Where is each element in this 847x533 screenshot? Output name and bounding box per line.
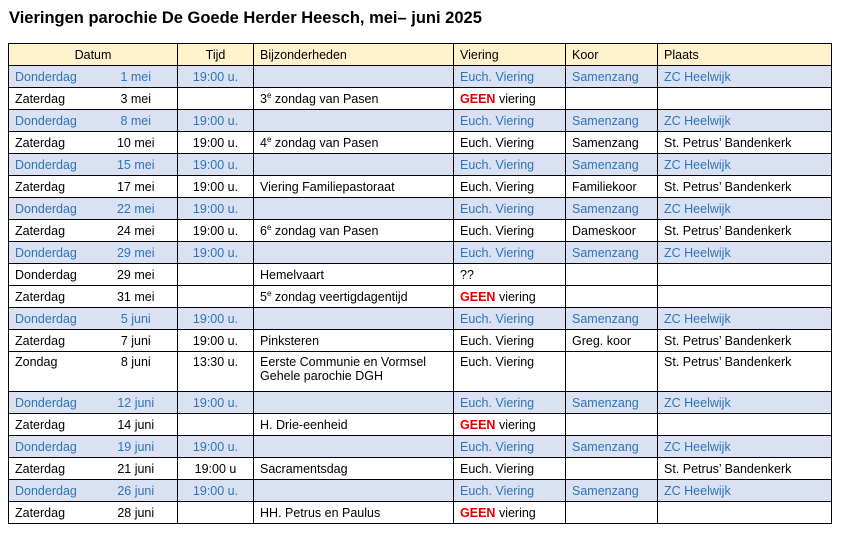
cell-plaats: ZC Heelwijk: [658, 308, 832, 330]
cell-time: 19:00 u.: [178, 198, 254, 220]
cell-viering: [454, 308, 566, 330]
cell-day: Donderdag: [9, 264, 95, 286]
cell-time: [178, 286, 254, 308]
cell-koor: [566, 286, 658, 308]
page-title: Vieringen parochie De Goede Herder Heesch, mei– juni 2025: [9, 9, 482, 27]
cell-plaats: St. Petrus’ Bandenkerk: [658, 220, 832, 242]
cell-viering: [454, 458, 566, 480]
cell-date: 31 mei: [95, 286, 178, 308]
cell-time: 19:00 u.: [178, 220, 254, 242]
cell-time: 19:00 u.: [178, 436, 254, 458]
cell-time: 13:30 u.: [178, 352, 254, 392]
cell-koor: [566, 414, 658, 436]
cell-koor: Samenzang: [566, 480, 658, 502]
viering-text: Euch. Viering: [460, 69, 535, 84]
cell-viering: [454, 132, 566, 154]
header-viering: Viering: [454, 44, 566, 66]
cell-day: Zaterdag: [9, 330, 95, 352]
table-row: [9, 392, 832, 414]
viering-text: Euch. Viering: [460, 355, 535, 369]
table-row: [9, 88, 832, 110]
desc-text: Viering Familiepastoraat: [260, 179, 395, 194]
viering-text: viering: [498, 417, 536, 432]
cell-day: Zaterdag: [9, 414, 95, 436]
viering-text: ??: [460, 267, 474, 282]
table-row: [9, 198, 832, 220]
cell-time: 19:00 u.: [178, 330, 254, 352]
cell-date: 22 mei: [95, 198, 178, 220]
cell-plaats: ZC Heelwijk: [658, 480, 832, 502]
cell-day: Zaterdag: [9, 286, 95, 308]
desc-text-line2: Gehele parochie DGH: [260, 369, 383, 383]
table-row: [9, 480, 832, 502]
cell-time: 19:00 u.: [178, 480, 254, 502]
viering-text: viering: [498, 91, 536, 106]
viering-text: Euch. Viering: [460, 201, 535, 216]
cell-date: 29 mei: [95, 242, 178, 264]
cell-time: 19:00 u: [178, 458, 254, 480]
table-row: [9, 110, 832, 132]
desc-text: Pinksteren: [260, 333, 320, 348]
cell-viering: [454, 436, 566, 458]
cell-date: 5 juni: [95, 308, 178, 330]
cell-koor: [566, 264, 658, 286]
cell-bijzonderheden: [254, 392, 454, 414]
cell-date: 3 mei: [95, 88, 178, 110]
cell-day: Zaterdag: [9, 458, 95, 480]
cell-bijzonderheden: [254, 220, 454, 242]
geen-label: GEEN: [460, 289, 496, 304]
cell-bijzonderheden: [254, 264, 454, 286]
cell-day: Donderdag: [9, 154, 95, 176]
geen-label: GEEN: [460, 417, 496, 432]
cell-bijzonderheden: [254, 436, 454, 458]
cell-koor: Samenzang: [566, 198, 658, 220]
cell-plaats: [658, 88, 832, 110]
cell-bijzonderheden: [254, 66, 454, 88]
cell-plaats: [658, 414, 832, 436]
cell-plaats: [658, 286, 832, 308]
cell-viering: [454, 352, 566, 392]
cell-koor: Samenzang: [566, 436, 658, 458]
cell-bijzonderheden: [254, 132, 454, 154]
cell-koor: Samenzang: [566, 242, 658, 264]
header-tijd: Tijd: [178, 44, 254, 66]
header-koor: Koor: [566, 44, 658, 66]
geen-label: GEEN: [460, 91, 496, 106]
cell-bijzonderheden: [254, 110, 454, 132]
cell-date: 8 juni: [95, 352, 178, 392]
cell-bijzonderheden: [254, 308, 454, 330]
cell-date: 17 mei: [95, 176, 178, 198]
cell-bijzonderheden: [254, 414, 454, 436]
cell-time: 19:00 u.: [178, 154, 254, 176]
cell-time: [178, 414, 254, 436]
viering-text: Euch. Viering: [460, 113, 535, 128]
header-datum: Datum: [9, 44, 178, 66]
viering-text: Euch. Viering: [460, 245, 535, 260]
cell-koor: [566, 88, 658, 110]
cell-bijzonderheden: [254, 88, 454, 110]
cell-koor: Dameskoor: [566, 220, 658, 242]
cell-plaats: St. Petrus’ Bandenkerk: [658, 330, 832, 352]
cell-bijzonderheden: [254, 286, 454, 308]
table-row: [9, 264, 832, 286]
cell-viering: [454, 286, 566, 308]
cell-koor: Samenzang: [566, 308, 658, 330]
cell-bijzonderheden: [254, 176, 454, 198]
cell-viering: [454, 154, 566, 176]
viering-text: Euch. Viering: [460, 179, 535, 194]
table-row: [9, 330, 832, 352]
table-row: [9, 414, 832, 436]
cell-time: 19:00 u.: [178, 66, 254, 88]
cell-day: Zaterdag: [9, 502, 95, 524]
table-row: [9, 308, 832, 330]
cell-viering: [454, 220, 566, 242]
cell-plaats: [658, 502, 832, 524]
cell-date: 21 juni: [95, 458, 178, 480]
cell-viering: [454, 110, 566, 132]
schedule-table: [8, 43, 832, 524]
cell-date: 28 juni: [95, 502, 178, 524]
cell-koor: Samenzang: [566, 132, 658, 154]
viering-text: Euch. Viering: [460, 311, 535, 326]
header-bijzonderheden: Bijzonderheden: [254, 44, 454, 66]
cell-day: Donderdag: [9, 308, 95, 330]
cell-viering: [454, 330, 566, 352]
table-row: [9, 286, 832, 308]
viering-text: Euch. Viering: [460, 157, 535, 172]
cell-koor: [566, 458, 658, 480]
cell-plaats: ZC Heelwijk: [658, 154, 832, 176]
cell-plaats: ZC Heelwijk: [658, 242, 832, 264]
cell-day: Zaterdag: [9, 88, 95, 110]
cell-date: 7 juni: [95, 330, 178, 352]
cell-koor: [566, 352, 658, 392]
desc-text: Eerste Communie en Vormsel: [260, 355, 427, 369]
cell-viering: [454, 176, 566, 198]
cell-date: 8 mei: [95, 110, 178, 132]
cell-bijzonderheden: [254, 352, 454, 392]
cell-plaats: ZC Heelwijk: [658, 198, 832, 220]
cell-time: [178, 502, 254, 524]
cell-date: 15 mei: [95, 154, 178, 176]
cell-day: Zaterdag: [9, 220, 95, 242]
viering-text: Euch. Viering: [460, 483, 535, 498]
viering-text: Euch. Viering: [460, 333, 535, 348]
header-plaats: Plaats: [658, 44, 832, 66]
viering-text: Euch. Viering: [460, 461, 535, 476]
cell-viering: [454, 198, 566, 220]
cell-time: 19:00 u.: [178, 392, 254, 414]
cell-day: Donderdag: [9, 436, 95, 458]
cell-plaats: St. Petrus’ Bandenkerk: [658, 176, 832, 198]
cell-viering: [454, 66, 566, 88]
desc-text: HH. Petrus en Paulus: [260, 505, 381, 520]
cell-day: Donderdag: [9, 110, 95, 132]
cell-koor: Samenzang: [566, 392, 658, 414]
table-row: [9, 176, 832, 198]
desc-text: Sacramentsdag: [260, 461, 348, 476]
cell-date: 14 juni: [95, 414, 178, 436]
cell-time: [178, 88, 254, 110]
cell-plaats: St. Petrus’ Bandenkerk: [658, 352, 832, 392]
cell-date: 1 mei: [95, 66, 178, 88]
cell-plaats: St. Petrus’ Bandenkerk: [658, 458, 832, 480]
cell-bijzonderheden: [254, 480, 454, 502]
cell-bijzonderheden: [254, 502, 454, 524]
cell-plaats: ZC Heelwijk: [658, 392, 832, 414]
cell-bijzonderheden: [254, 458, 454, 480]
table-row: [9, 502, 832, 524]
cell-bijzonderheden: [254, 330, 454, 352]
desc-text: 6e zondag van Pasen: [260, 222, 379, 239]
cell-viering: [454, 392, 566, 414]
cell-day: Zondag: [9, 352, 95, 392]
cell-plaats: ZC Heelwijk: [658, 110, 832, 132]
table-row: [9, 458, 832, 480]
table-row: [9, 220, 832, 242]
cell-viering: [454, 242, 566, 264]
viering-text: Euch. Viering: [460, 223, 535, 238]
cell-viering: [454, 264, 566, 286]
cell-koor: [566, 502, 658, 524]
cell-time: 19:00 u.: [178, 176, 254, 198]
cell-date: 12 juni: [95, 392, 178, 414]
cell-koor: Samenzang: [566, 110, 658, 132]
viering-text: Euch. Viering: [460, 395, 535, 410]
desc-text: 5e zondag veertigdagentijd: [260, 288, 408, 305]
cell-bijzonderheden: [254, 154, 454, 176]
cell-time: 19:00 u.: [178, 110, 254, 132]
cell-date: 19 juni: [95, 436, 178, 458]
cell-date: 26 juni: [95, 480, 178, 502]
cell-date: 10 mei: [95, 132, 178, 154]
cell-plaats: ZC Heelwijk: [658, 436, 832, 458]
cell-viering: [454, 414, 566, 436]
table-row: [9, 132, 832, 154]
cell-day: Donderdag: [9, 392, 95, 414]
table-row: [9, 436, 832, 458]
cell-koor: Greg. koor: [566, 330, 658, 352]
cell-time: [178, 264, 254, 286]
table-row: [9, 66, 832, 88]
cell-plaats: St. Petrus’ Bandenkerk: [658, 132, 832, 154]
viering-text: viering: [498, 505, 536, 520]
viering-text: Euch. Viering: [460, 135, 535, 150]
cell-day: Donderdag: [9, 198, 95, 220]
cell-date: 24 mei: [95, 220, 178, 242]
cell-bijzonderheden: [254, 242, 454, 264]
schedule-body: [9, 66, 832, 524]
viering-text: viering: [498, 289, 536, 304]
geen-label: GEEN: [460, 505, 496, 520]
cell-viering: [454, 88, 566, 110]
header-row: [9, 44, 832, 66]
table-row: [9, 154, 832, 176]
desc-text: Hemelvaart: [260, 267, 324, 282]
cell-bijzonderheden: [254, 198, 454, 220]
cell-day: Donderdag: [9, 66, 95, 88]
desc-text: 3e zondag van Pasen: [260, 90, 379, 107]
table-row: [9, 352, 832, 392]
cell-viering: [454, 480, 566, 502]
cell-date: 29 mei: [95, 264, 178, 286]
cell-day: Donderdag: [9, 242, 95, 264]
cell-koor: Samenzang: [566, 154, 658, 176]
cell-plaats: ZC Heelwijk: [658, 66, 832, 88]
desc-text: 4e zondag van Pasen: [260, 134, 379, 151]
cell-time: 19:00 u.: [178, 242, 254, 264]
cell-plaats: [658, 264, 832, 286]
desc-text: H. Drie-eenheid: [260, 417, 348, 432]
table-row: [9, 242, 832, 264]
cell-koor: Familiekoor: [566, 176, 658, 198]
cell-koor: Samenzang: [566, 66, 658, 88]
viering-text: Euch. Viering: [460, 439, 535, 454]
cell-viering: [454, 502, 566, 524]
cell-time: 19:00 u.: [178, 308, 254, 330]
cell-time: 19:00 u.: [178, 132, 254, 154]
cell-day: Zaterdag: [9, 132, 95, 154]
cell-day: Donderdag: [9, 480, 95, 502]
cell-day: Zaterdag: [9, 176, 95, 198]
